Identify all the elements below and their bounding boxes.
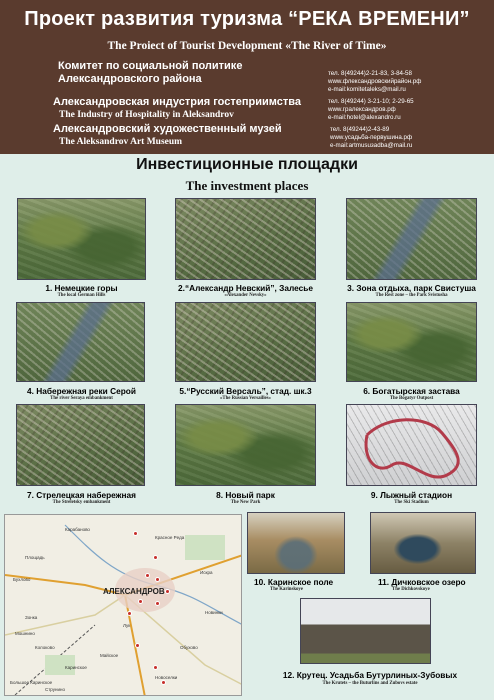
contact-email: e-mail:artmusuзadba@mail.ru: [330, 142, 413, 149]
site-caption-12: 12. Крутец. Усадьба Бутурлиных-Зубовых: [282, 670, 458, 680]
site-photo-8: [175, 404, 316, 486]
site-photo-12: [300, 598, 431, 664]
site-caption-10: 10. Каринское поле: [254, 577, 334, 587]
site-caption-5: 5.“Русский Версаль”, стад. шк.3: [179, 386, 312, 396]
site-photo-5: [175, 302, 316, 382]
site-caption-7: 7. Стрелецкая набережная: [26, 490, 137, 500]
section-subtitle: The investment places: [185, 178, 309, 193]
map-marker[interactable]: [153, 665, 158, 670]
site-photo-10: [247, 512, 345, 574]
map-place-label: Каринское: [65, 665, 87, 670]
site-caption-4: 4. Набережная реки Серой: [27, 386, 136, 396]
map-place-label: Колоково: [35, 645, 55, 650]
map-place-label: Майское: [100, 653, 119, 658]
map-marker[interactable]: [127, 611, 132, 616]
map-place-label: Карабаново: [65, 527, 90, 532]
site-photo-6: [346, 302, 477, 382]
org-committee-name-1: Комитет по социальной политике: [58, 60, 243, 72]
site-caption-en-12: The Krutets – the Buturlins and Zubovs estate: [322, 681, 418, 686]
site-caption-en-5: «The Russian Versailles»: [220, 396, 271, 401]
site-caption-2: 2.“Александр Невский”, Залесье: [178, 283, 313, 293]
ski-track-drawing: [347, 405, 477, 486]
contact-email: e-mail:komitetaleks@mail.ru: [328, 86, 406, 93]
site-caption-8: 8. Новый парк: [216, 490, 275, 500]
site-caption-3: 3. Зона отдыха, парк Свистуша: [347, 283, 476, 293]
org-museum-en: The Aleksandrov Art Museum: [59, 137, 183, 147]
contact-phone: тел. 8(49244)2-43-89: [330, 126, 390, 133]
site-caption-1: 1. Немецкие горы: [45, 283, 118, 293]
site-caption-9: 9. Лыжный стадион: [370, 490, 453, 500]
header-banner: [0, 0, 494, 154]
site-photo-4: [16, 302, 145, 382]
org-committee-contacts: [328, 70, 421, 94]
location-map: [4, 514, 242, 696]
map-place-label: Большое Каринское: [10, 680, 53, 685]
section-title: Инвестиционные площадки: [136, 156, 358, 173]
map-place-label: Зoнка: [25, 615, 38, 620]
map-marker[interactable]: [138, 599, 143, 604]
site-caption-en-10: The Karinskoye: [270, 587, 303, 592]
poster-title: Проект развития туризма “РЕКА ВРЕМЕНИ”: [24, 8, 470, 30]
map-roads: [5, 515, 242, 696]
contact-web: www.флександровскийрайон.рф: [328, 78, 422, 85]
contact-web: www.усадьба-первушина.рф: [330, 134, 413, 141]
org-committee-name-2: Александровского района: [58, 73, 202, 85]
site-caption-en-8: The New Park: [230, 500, 261, 505]
org-museum-name: Александровский художественный музей: [53, 123, 282, 135]
site-photo-3: [346, 198, 477, 280]
map-marker[interactable]: [145, 573, 150, 578]
site-photo-1: [17, 198, 146, 280]
contact-phone: тел. 8(49244)2-21-83, 3-84-58: [328, 70, 412, 77]
site-caption-en-4: The river Seraya embankment: [50, 396, 113, 401]
map-place-label: Искра: [200, 570, 213, 575]
site-caption-11: 11. Дичковское озеро: [378, 577, 466, 587]
site-caption-en-2: «Alexander Nevsky»: [224, 293, 267, 298]
map-place-label: Бухлoвo: [13, 577, 31, 582]
map-place-label: Лук: [123, 623, 131, 628]
site-caption-en-11: The Dichkovskoye: [392, 587, 430, 592]
map-marker[interactable]: [133, 531, 138, 536]
map-marker[interactable]: [135, 643, 140, 648]
map-place-label: Краснoе Рeдa: [155, 535, 185, 540]
site-photo-9: [346, 404, 477, 486]
map-marker[interactable]: [165, 589, 170, 594]
map-marker[interactable]: [153, 555, 158, 560]
map-place-label: Новинки: [205, 610, 223, 615]
map-marker[interactable]: [161, 680, 166, 685]
site-photo-7: [16, 404, 145, 486]
map-place-label: Новоселки: [155, 675, 178, 680]
site-caption-en-3: The Rest zone – the Park Svistusha: [375, 293, 448, 298]
map-place-label: Обухово: [180, 645, 198, 650]
map-marker[interactable]: [155, 577, 160, 582]
contact-web: www.гралександров.рф: [328, 106, 396, 113]
map-place-label: Площадь: [25, 555, 45, 560]
contact-email: e-mail:hotel@alexandro.ru: [328, 114, 401, 121]
site-photo-11: [370, 512, 476, 574]
map-city-label: АЛЕКСАНДРОВ: [103, 587, 165, 596]
site-caption-6: 6. Богатырская застава: [363, 386, 460, 396]
org-committee: [58, 60, 308, 86]
site-photo-2: [175, 198, 316, 280]
site-caption-en-1: The local German Hills: [57, 293, 106, 298]
org-museum: [53, 123, 328, 149]
map-marker[interactable]: [155, 601, 160, 606]
site-caption-en-6: The Bogatyr Outpost: [389, 396, 434, 401]
map-place-label: Мошнино: [15, 631, 35, 636]
org-hospitality: [53, 96, 328, 122]
org-museum-contacts: [330, 126, 412, 150]
map-place-label: Струнино: [45, 687, 65, 692]
poster-subtitle: The Proiect of Tourist Development «The River of Time»: [107, 40, 387, 52]
site-caption-en-7: The Streletsky embankment: [52, 500, 111, 505]
org-hospitality-contacts: [328, 98, 414, 122]
org-hospitality-name: Александровская индустрия гостеприимства: [53, 96, 301, 108]
site-caption-en-9: The Ski Stadium: [394, 500, 429, 505]
contact-phone: тел. 8(49244) 3-21-10; 2-29-65: [328, 98, 414, 105]
org-hospitality-en: The Industry of Hospitality in Aleksandrov: [59, 110, 234, 120]
